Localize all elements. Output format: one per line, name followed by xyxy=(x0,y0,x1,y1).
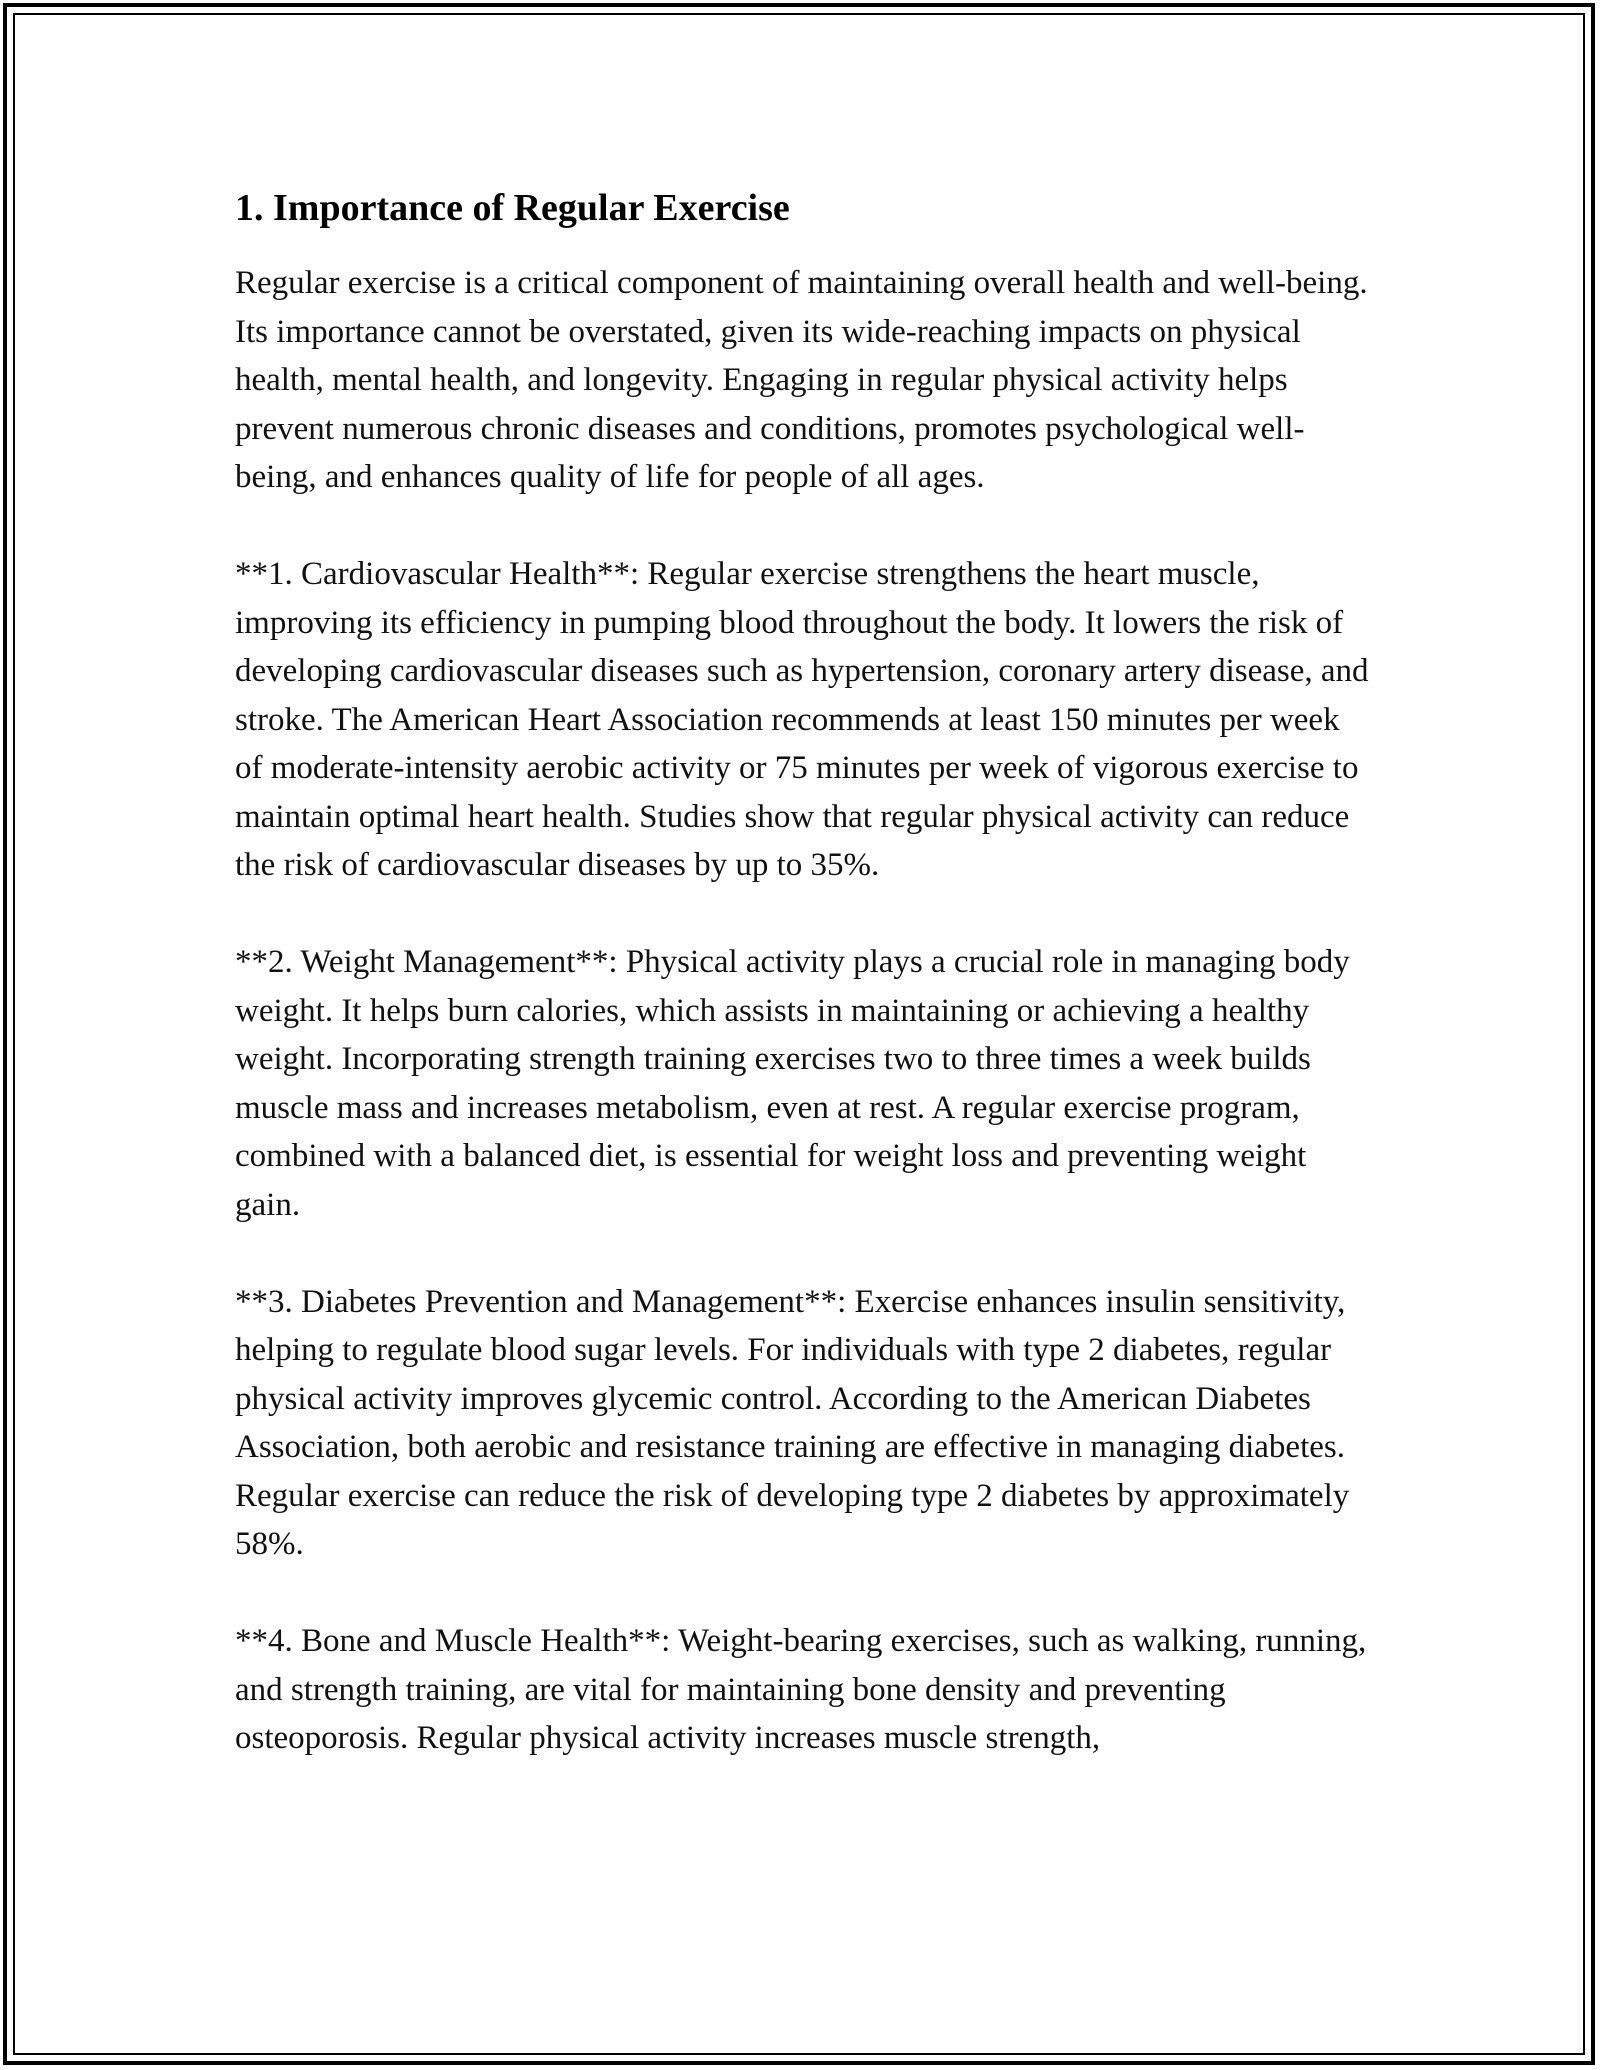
section-heading: 1. Importance of Regular Exercise xyxy=(235,187,790,229)
weight-management-paragraph: **2. Weight Management**: Physical activity plays a crucial role in managing body weight. It helps burn calories, which assists in maintaining or achieving a healthy weight. Incorporating strength training exercises two to three times a week builds muscle mass and increases metabolism, even at rest. A regular exercise program, combined with a balanced diet, is essential for weight loss and preventing weight gain. xyxy=(235,944,1350,1223)
document-body xyxy=(235,185,1370,1811)
intro-paragraph: Regular exercise is a critical component of maintaining overall health and well-being. Its importance cannot be overstated, given its wide-reaching impacts on physical health, mental health, and longevity. Engaging in regular physical activity helps prevent numerous chronic diseases and conditions, promotes psychological well-being, and enhances quality of life for people of all ages. xyxy=(235,265,1368,495)
bone-muscle-paragraph: **4. Bone and Muscle Health**: Weight-bearing exercises, such as walking, running, and strength training, are vital for maintaining bone density and preventing osteoporosis. Regular physical activity increases muscle strength, xyxy=(235,1623,1367,1756)
diabetes-paragraph: **3. Diabetes Prevention and Management**: Exercise enhances insulin sensitivity, helping to regulate blood sugar levels. For individuals with type 2 diabetes, regular physical activity improves glycemic control. According to the American Diabetes Association, both aerobic and resistance training are effective in managing diabetes. Regular exercise can reduce the risk of developing type 2 diabetes by approximately 58%. xyxy=(235,1283,1350,1562)
cardiovascular-paragraph: **1. Cardiovascular Health**: Regular exercise strengthens the heart muscle, improving its efficiency in pumping blood throughout the body. It lowers the risk of developing cardiovascular diseases such as hypertension, coronary artery disease, and stroke. The American Heart Association recommends at least 150 minutes per week of moderate-intensity aerobic activity or 75 minutes per week of vigorous exercise to maintain optimal heart health. Studies show that regular physical activity can reduce the risk of cardiovascular diseases by up to 35%. xyxy=(235,556,1369,883)
